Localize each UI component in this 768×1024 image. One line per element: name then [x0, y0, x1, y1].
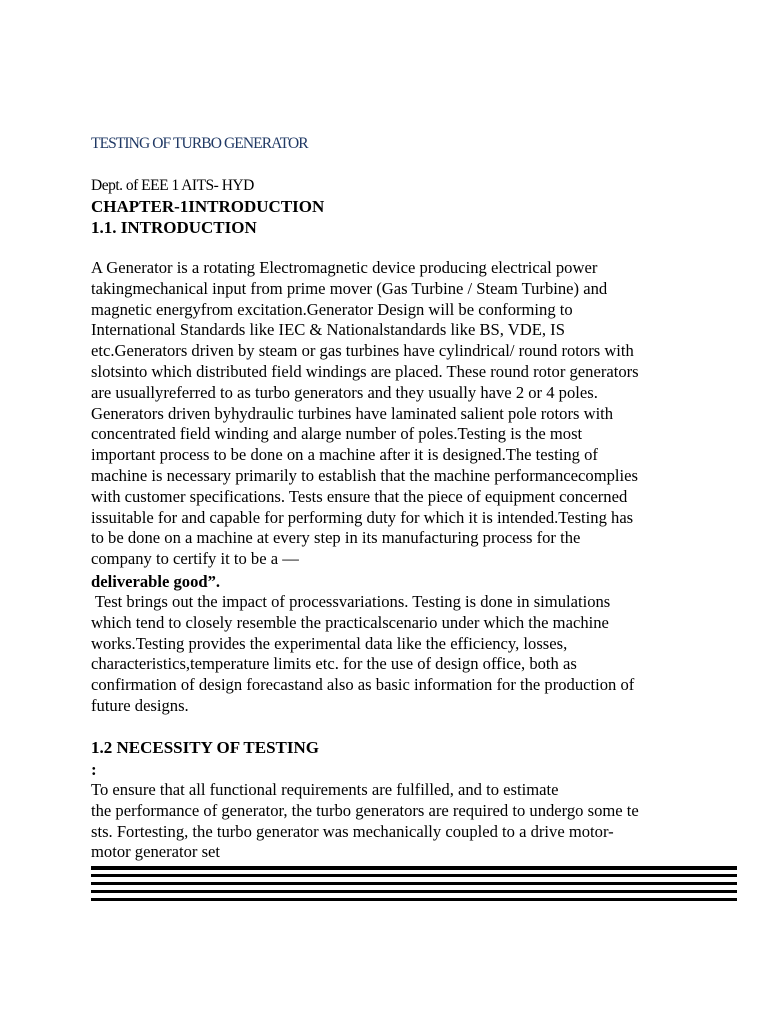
- introduction-paragraph: [91, 258, 751, 570]
- paragraph-line: magnetic energyfrom excitation.Generator Design will be conforming to: [91, 299, 573, 319]
- paragraph-line: company to certify it to be a —: [91, 549, 299, 569]
- paragraph-line: with customer specifications. Tests ensure that the piece of equipment concerned: [91, 486, 628, 506]
- section-title-necessity: 1.2 NECESSITY OF TESTING: [91, 738, 319, 757]
- section-title-introduction: 1.1. INTRODUCTION: [91, 218, 257, 237]
- horizontal-rule: [91, 874, 737, 877]
- paragraph-line: future designs.: [91, 695, 189, 715]
- paragraph-line: concentrated field winding and alarge number of poles.Testing is the most: [91, 424, 583, 444]
- paragraph-line: issuitable for and capable for performing duty for which it is intended.Testing has: [91, 507, 634, 527]
- paragraph-line: which tend to closely resemble the practicalscenario under which the machine: [91, 612, 609, 632]
- paragraph-line: sts. Fortesting, the turbo generator was mechanically coupled to a drive motor-: [91, 821, 614, 841]
- paragraph-line: slotsinto which distributed field windings are placed. These round rotor generators: [91, 361, 639, 381]
- department-line: Dept. of EEE 1 AITS- HYD: [91, 177, 254, 194]
- paragraph-line: Generators driven byhydraulic turbines have laminated salient pole rotors with: [91, 403, 614, 423]
- document-header-title: TESTING OF TURBO GENERATOR: [91, 135, 308, 152]
- horizontal-rule: [91, 898, 737, 901]
- paragraph-line: A Generator is a rotating Electromagnetic device producing electrical power: [91, 258, 598, 277]
- necessity-paragraph: [91, 780, 751, 863]
- paragraph-line: confirmation of design forecastand also as basic information for the production of: [91, 675, 635, 695]
- footer-rule-divider: [91, 866, 737, 901]
- emphasis-line: deliverable good”.: [91, 572, 221, 591]
- paragraph-line: machine is necessary primarily to establish that the machine performancecomplies: [91, 465, 638, 485]
- paragraph-line: International Standards like IEC & Nationalstandards like BS, VDE, IS: [91, 320, 565, 340]
- paragraph-line: works.Testing provides the experimental data like the efficiency, losses,: [91, 633, 568, 653]
- paragraph-line: motor generator set: [91, 842, 221, 862]
- horizontal-rule: [91, 882, 737, 885]
- paragraph-line: are usuallyreferred to as turbo generators and they usually have 2 or 4 poles.: [91, 382, 598, 402]
- paragraph-line: takingmechanical input from prime mover (Gas Turbine / Steam Turbine) and: [91, 278, 608, 298]
- necessity-colon: :: [91, 760, 97, 779]
- paragraph-line: characteristics,temperature limits etc. for the use of design office, both as: [91, 654, 577, 674]
- impact-paragraph: [91, 592, 751, 717]
- paragraph-line: important process to be done on a machine after it is designed.The testing of: [91, 445, 598, 465]
- paragraph-line: Test brings out the impact of processvariations. Testing is done in simulations: [91, 592, 611, 611]
- paragraph-line: To ensure that all functional requirements are fulfilled, and to estimate: [91, 780, 559, 799]
- chapter-title: CHAPTER-1INTRODUCTION: [91, 197, 325, 216]
- paragraph-line: etc.Generators driven by steam or gas turbines have cylindrical/ round rotors with: [91, 341, 634, 361]
- horizontal-rule: [91, 890, 737, 893]
- paragraph-line: the performance of generator, the turbo generators are required to undergo some te: [91, 800, 639, 820]
- horizontal-rule: [91, 866, 737, 870]
- paragraph-line: to be done on a machine at every step in its manufacturing process for the: [91, 528, 581, 548]
